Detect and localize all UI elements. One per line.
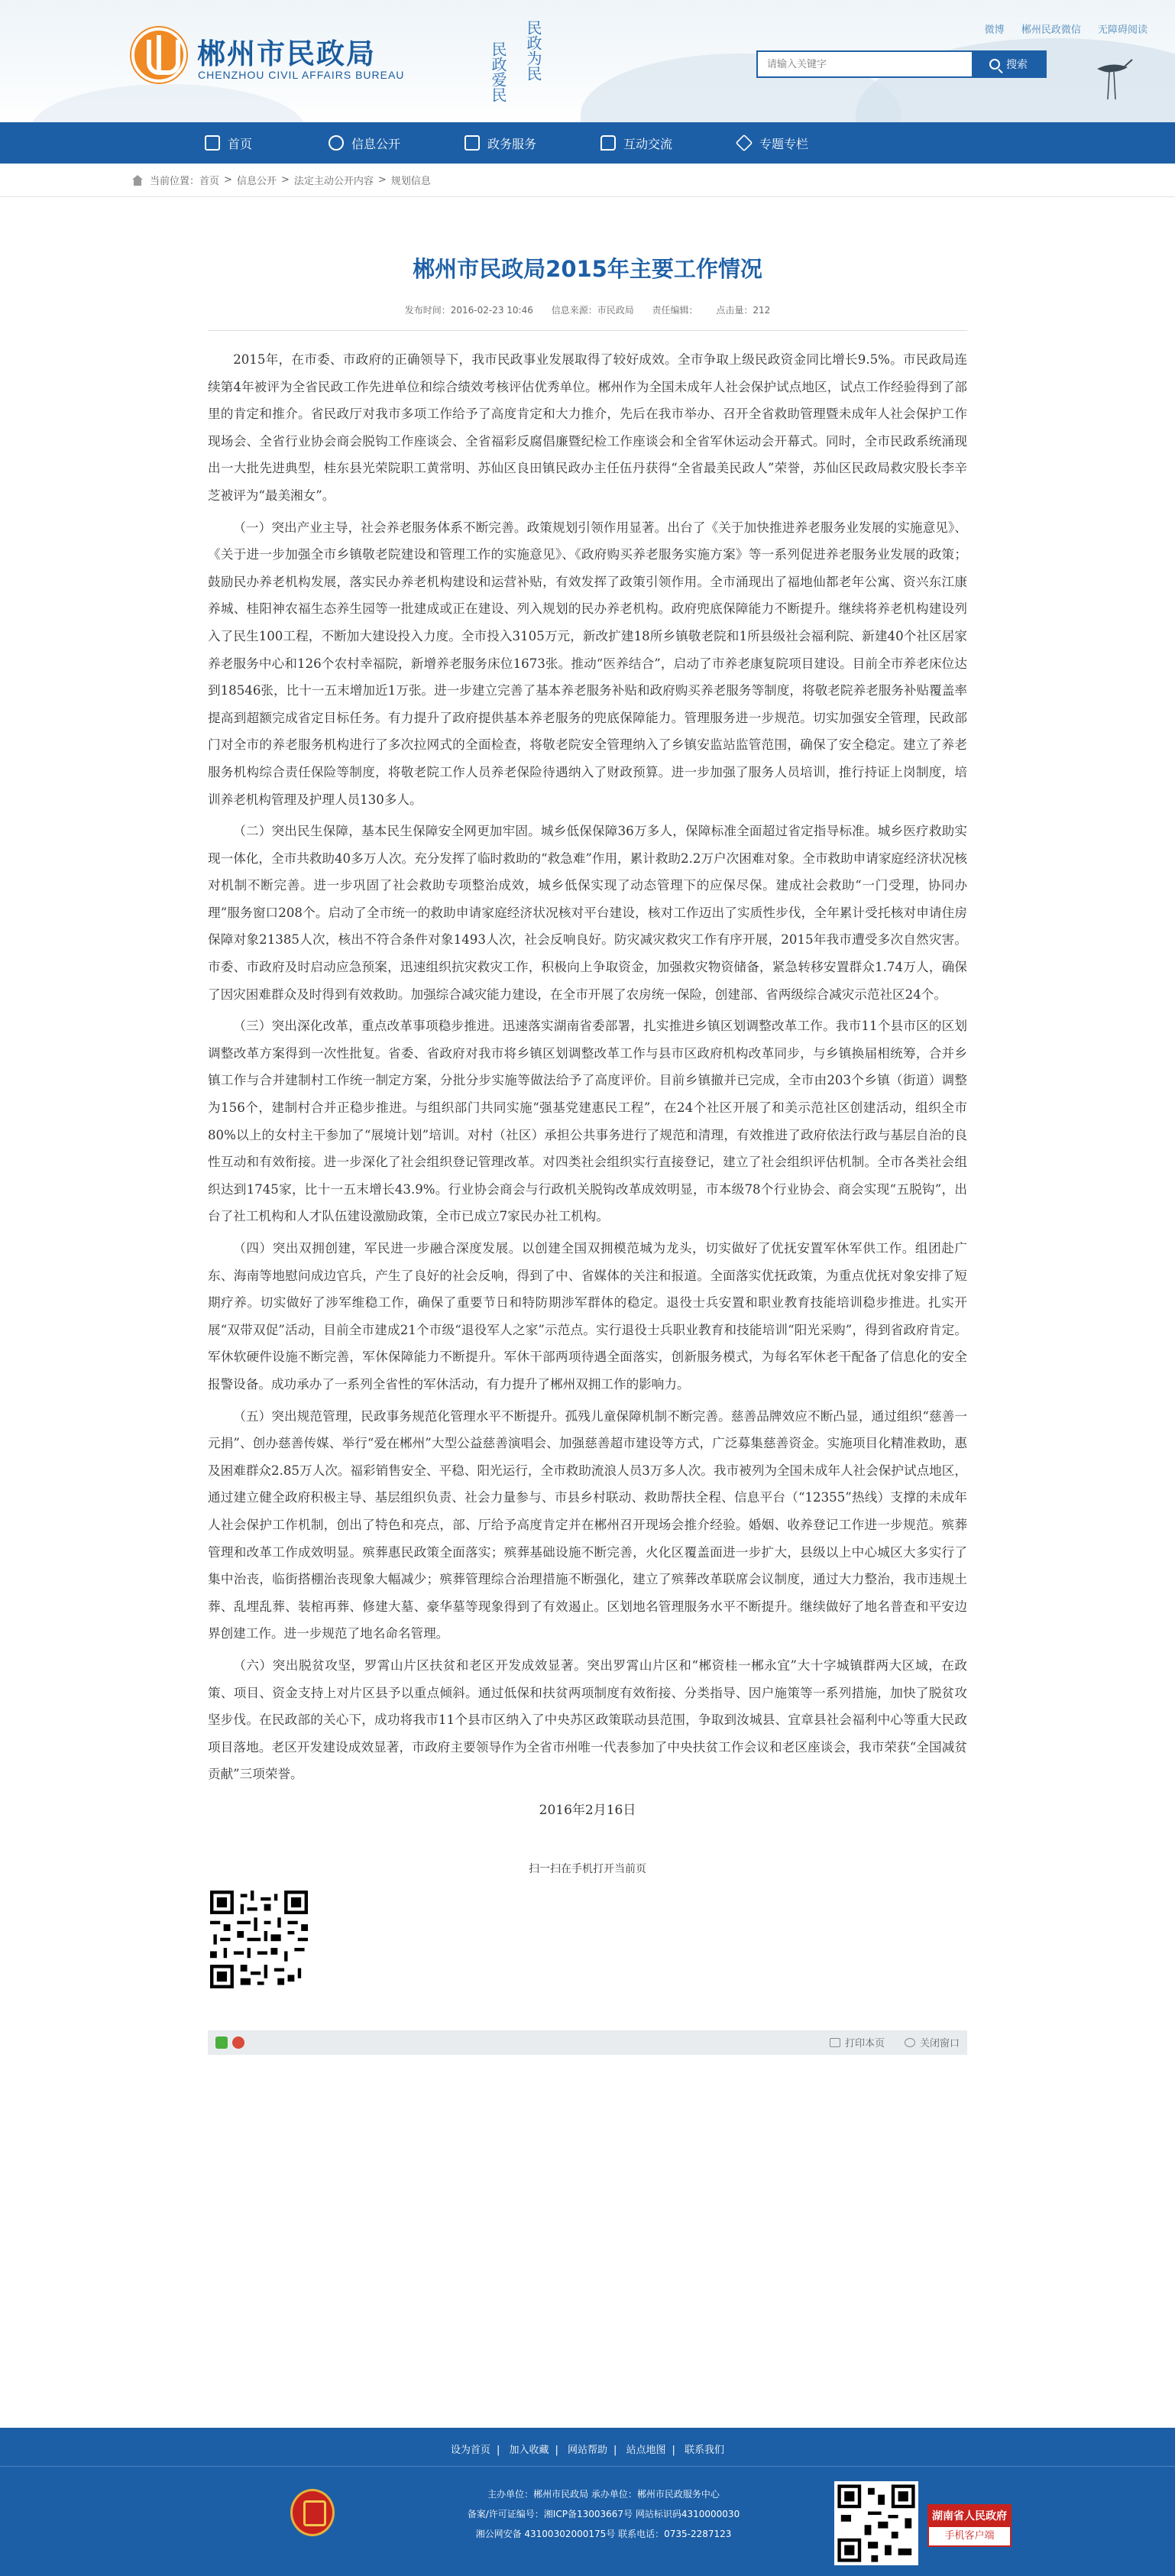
top-links [971,21,1147,36]
paragraph: （五）突出规范管理，民政事务规范化管理水平不断提升。孤残儿童保障机制不断完善。慈善品牌效应不断凸显，通过组织“慈善一元捐”、创办慈善传媒、举行“爱在郴州”大型公益慈善演唱会、加强慈善超市建设等方式，广泛募集慈善资金。实施项目化精准救助，惠及困难群众2.85万人次。福彩销售安全、平稳、阳光运行，全市救助流浪人员3万多人次。我市被列为全国未成年人社会保护试点地区，通过建立健全政府积极主导、基层组织负责、社会力量参与、市县乡村联动、救助帮扶全程、信息平台（“12355”热线）支撑的未成年人社会保护工作机制，创出了特色和亮点，部、厅给予高度肯定并在郴州召开现场会推介经验。婚姻、收养登记工作进一步规范。殡葬管理和改革工作成效明显。殡葬惠民政策全面落实；殡葬基础设施不断完善，火化区覆盖面进一步扩大，县级以上中心城区大多实行了集中治丧，临街搭棚治丧现象大幅减少；殡葬管理综合治理措施不断强化，建立了殡葬改革联席会议制度，通过大力整治，我市违规土葬、乱埋乱葬、装棺再葬、修建大墓、豪华墓等现象得到了有效遏止。区划地名管理服务水平不断提升。继续做好了地名普查和平安边界创建工作。进一步规范了地名命名管理。 [208,1408,967,1641]
paragraph: （二）突出民生保障，基本民生保障安全网更加牢固。城乡低保保障36万多人，保障标准全面超过省定指导标准。城乡医疗救助实现一体化，全市共救助40多万人次。充分发挥了临时救助的“救急难”作用，累计救助2.2万户次困难对象。全市救助申请家庭经济状况核对机制不断完善。进一步巩固了社会救助专项整治成效，城乡低保实现了动态管理下的应保尽保。建成社会救助“一门受理，协同办理”服务窗口208个。启动了全市统一的救助申请家庭经济状况核对平台建设，核对工作迈出了实质性步伐，全年累计受托核对申请住房保障对象21385人次，核出不符合条件对象1493人次，社会反响良好。防灾减灾救灾工作有序开展，2015年我市遭受多次自然灾害。市委、市政府及时启动应急预案，迅速组织抗灾救灾工作，积极向上争取资金，加强救灾物资储备，紧急转移安置群众1.74万人，确保了因灾困难群众及时得到有效救助。加强综合减灾能力建设，在全市开展了农房统一保险，创建部、省两级综合减灾示范社区24个。 [208,824,967,1002]
footer-links: 设为首页 | 加入收藏 | 网站帮助 | 站点地图 | 联系我们 [450,2445,725,2456]
footer-qr-icon [834,2481,918,2565]
topic-icon [736,134,753,152]
footer-icp[interactable]: 备案/许可证编号：湘ICP备13003667号 网站标识码4310000030 [467,2509,740,2519]
publish-time: 发布时间：2016-02-23 10:46 [404,305,533,316]
paragraph: （三）突出深化改革，重点改革事项稳步推进。迅速落实湖南省委部署，扎实推进乡镇区划调整改革工作。我市11个县市区的区划调整改革方案得到一次性批复。省委、省政府对我市将乡镇区划调整改革工作与县市区政府机构改革同步，与乡镇换届相统筹，合并乡镇工作与合并建制村工作统一制定方案，分批分步实施等做法给予了高度评价。目前乡镇撤并已完成，全市由203个乡镇（街道）调整为156个，建制村合并正稳步推进。与组织部门共同实施“强基党建惠民工程”，在24个社区开展了和美示范社区创建活动，组织全市80%以上的女村主干参加了“展境计划”培训。对村（社区）承担公共事务进行了规范和清理，有效推进了政府依法行政与基层自治的良性互动和有效衔接。进一步深化了社会组织登记管理改革。对四类社会组织实行直接登记，建立了社会组织评估机制。全市各类社会组织达到1745家，比十一五末增长43.9%。行业协会商会与行政机关脱钩改革成效明显，市本级78个行业协会、商会实现“五脱钩”，出台了社工机构和人才队伍建设激励政策，全市已成立7家民办社工机构。 [208,1019,967,1224]
info-source: 信息来源：市民政局 [551,305,634,316]
footer-link-favorite[interactable]: 加入收藏 [509,2445,549,2456]
search-button[interactable] [972,52,1045,76]
bureau-logo[interactable] [131,28,186,83]
share-group [215,2036,244,2049]
qr-code-icon [208,1888,310,1991]
paragraph: 2015年，在市委、市政府的正确领导下，我市民政事业发展取得了较好成效。全市争取上级民政资金同比增长9.5%。市民政局连续第4年被评为全省民政工作先进单位和综合绩效考核评估优秀单位。郴州作为全国未成年人社会保护试点地区，试点工作经验得到了部里的肯定和推介。省民政厅对我市多项工作给予了高度肯定和大力推介，先后在我市举办、召开全省救助管理暨未成年人社会保护工作现场会、全省行业协会商会脱钩工作座谈会、全省福彩反腐倡廉暨纪检工作座谈会和全省军休运动会开幕式。同时，全市民政系统涌现出一大批先进典型，桂东县光荣院职工黄常明、苏仙区良田镇民政办主任伍丹获得“全省最美民政人”荣誉，苏仙区民政局救灾股长李辛芝被评为“最美湘女”。 [208,352,967,503]
footer-link-help[interactable]: 网站帮助 [567,2445,607,2456]
home-icon [205,135,220,151]
breadcrumb-prefix: 当前位置： [150,176,200,187]
breadcrumb-item-legal[interactable]: 法定主动公开内容 [293,176,374,187]
sign-date: 2016年2月16日 [539,1802,636,1818]
breadcrumb [0,164,1175,197]
chat-icon [600,135,616,151]
editor: 责任编辑： [652,305,698,316]
gov-badge-title: 湖南省人民政府 [929,2506,1010,2527]
main-nav [0,122,1175,164]
article-body [208,346,967,1788]
info-icon [329,135,344,151]
site-name-cn[interactable]: 郴州市民政局 [197,37,376,70]
site-name-en: CHENZHOU CIVIL AFFAIRS BUREAU [198,69,405,81]
party-emblem-icon[interactable] [290,2489,335,2536]
site-footer [0,2428,1175,2576]
nav-item-topics[interactable] [704,122,840,164]
breadcrumb-separator: > [377,174,387,186]
nav-item-label: 互动交流 [623,136,672,151]
nav-item-home[interactable] [160,122,296,164]
breadcrumb-separator: > [224,174,232,186]
search-button-label: 搜索 [1006,59,1028,71]
nav-item-label: 首页 [227,136,252,151]
footer-divider [0,2466,1175,2467]
search-input[interactable] [758,52,972,76]
paragraph: （四）突出双拥创建，军民进一步融合深度发展。以创建全国双拥模范城为龙头，切实做好了优抚安置军休军供工作。组团赴广东、海南等地慰问成边官兵，产生了良好的社会反响，得到了中、省媒体的关注和报道。全面落实优抚政策，为重点优抚对象安排了短期疗养。切实做好了涉军维稳工作，确保了重要节日和特防期涉军群体的稳定。退役士兵安置和职业教育技能培训稳步推进。扎实开展“双带双促”活动，目前全市建成21个市级“退役军人之家”示范点。实行退役士兵职业教育和技能培训“阳光采购”，得到省政府肯定。军休软硬件设施不断完善，军休保障能力不断提升。军休干部两项待遇全面落实，创新服务模式，为每名军休老干配备了信息化的安全报警设备。成功承办了一系列全省性的军休活动，有力提升了郴州双拥工作的影响力。 [208,1241,967,1392]
nav-item-info[interactable] [296,122,432,164]
footer-link-contact[interactable]: 联系我们 [685,2445,725,2456]
crane-icon [1089,46,1135,107]
paragraph: （六）突出脱贫攻坚，罗霄山片区扶贫和老区开发成效显著。突出罗霄山片区和“郴资桂一郴永宜”大十字城镇群两大区域，在政策、项目、资金支持上对片区县予以重点倾斜。通过低保和扶贫两项制度有效衔接、分类指导、因户施策等一系列措施，加快了脱贫攻坚步伐。在民政部的关心下，成功将我市11个县市区纳入了中央苏区政策联动县范围，争取到汝城县、宜章县社会福利中心等重大民政项目落地。老区开发建设成效显著，市政府主要领导作为全省市州唯一代表参加了中央扶贫工作会议和老区座谈会，我市荣获“全国减贫贡献”三项荣誉。 [208,1657,967,1782]
slogan-col-2: 民政爱民 [489,41,507,102]
slogan-calligraphy [472,15,561,115]
print-label: 打印本页 [844,2038,885,2050]
breadcrumb-separator: > [280,174,290,186]
divider [208,330,967,331]
click-count: 点击量：212 [716,305,771,316]
wechat-link[interactable]: 郴州民政微信 [1021,24,1081,36]
article-meta [208,303,967,316]
footer-police[interactable]: 湘公网安备 43100302000175号 联系电话：0735-2287123 [475,2529,732,2539]
nav-item-service[interactable] [432,122,568,164]
close-label: 关闭窗口 [919,2038,960,2050]
nav-item-label: 信息公开 [351,136,400,151]
paragraph: （一）突出产业主导，社会养老服务体系不断完善。政策规划引领作用显著。出台了《关于加快推进养老服务业发展的实施意见》、《关于进一步加强全市乡镇敬老院建设和管理工作的实施意见》、《政府购买养老服务实施方案》等一系列促进养老服务业发展的政策；鼓励民办养老机构发展，落实民办养老机构建设和运营补贴，有效发挥了政策引领作用。全市涌现出了福地仙都老年公寓、资兴东江康养城、桂阳神农福生态养生园等一批建成或正在建设、列入规划的民办养老机构。政府兜底保障能力不断提升。继续将养老机构建设列入了民生100工程，不断加大建设投入力度。全市投入3105万元，新改扩建18所乡镇敬老院和1所县级社会福利院、新建40个社区居家养老服务中心和126个农村幸福院，新增养老服务床位1673张。推动“医养结合”，启动了市养老康复院项目建设。目前全市养老床位达到18546张，比十一五末增加近1万张。进一步建立完善了基本养老服务补贴和政府购买养老服务等制度，将敬老院养老服务补贴覆盖率提高到超额完成省定目标任务。有力提升了政府提供基本养老服务的兜底保障能力。管理服务进一步规范。切实加强安全管理，民政部门对全市的养老服务机构进行了多次拉网式的全面检查，将敬老院安全管理纳入了乡镇安监站监管范围，确保了安全稳定。建立了养老服务机构综合责任保险等制度，将敬老院工作人员养老保险待遇纳入了财政预算。进一步加强了服务人员培训，推行持证上岗制度，培训养老机构管理及护理人员130多人。 [208,520,967,807]
article-title: 郴州市民政局2015年主要工作情况 [413,256,762,282]
footer-link-sitemap[interactable]: 站点地图 [626,2445,666,2456]
footer-info [428,2484,779,2544]
site-header [0,0,1175,122]
printer-icon [830,2038,840,2047]
gov-badge-subtitle: 手机客户端 [944,2530,995,2542]
accessibility-link[interactable]: 无障碍阅读 [1097,24,1147,36]
gov-app-badge[interactable] [927,2504,1012,2547]
search-bar [756,50,1047,78]
slogan-col-1: 民政为民 [524,20,542,81]
service-icon [464,135,480,151]
weibo-share-icon[interactable] [232,2036,244,2049]
nav-item-label: 政务服务 [487,136,536,151]
breadcrumb-item-info[interactable]: 信息公开 [236,176,277,187]
home-icon [131,175,144,186]
close-window-button[interactable] [905,2035,960,2049]
close-icon [905,2038,915,2047]
print-button[interactable] [830,2035,885,2049]
footer-link-homepage[interactable]: 设为首页 [450,2445,490,2456]
weibo-link[interactable]: 微博 [984,24,1005,36]
nav-item-label: 专题专栏 [759,136,808,151]
search-icon [989,59,1000,70]
footer-sponsor: 主办单位：郴州市民政局 承办单位：郴州市民政服务中心 [487,2489,720,2500]
qr-caption: 扫一扫在手机打开当前页 [529,1862,646,1875]
article [208,199,967,2055]
nav-item-interaction[interactable] [568,122,704,164]
mountain-decoration [31,84,306,122]
article-toolbar [208,2030,967,2055]
wechat-share-icon[interactable] [215,2036,228,2049]
breadcrumb-item-planning[interactable]: 规划信息 [390,176,431,187]
breadcrumb-item-home[interactable]: 首页 [199,176,220,187]
